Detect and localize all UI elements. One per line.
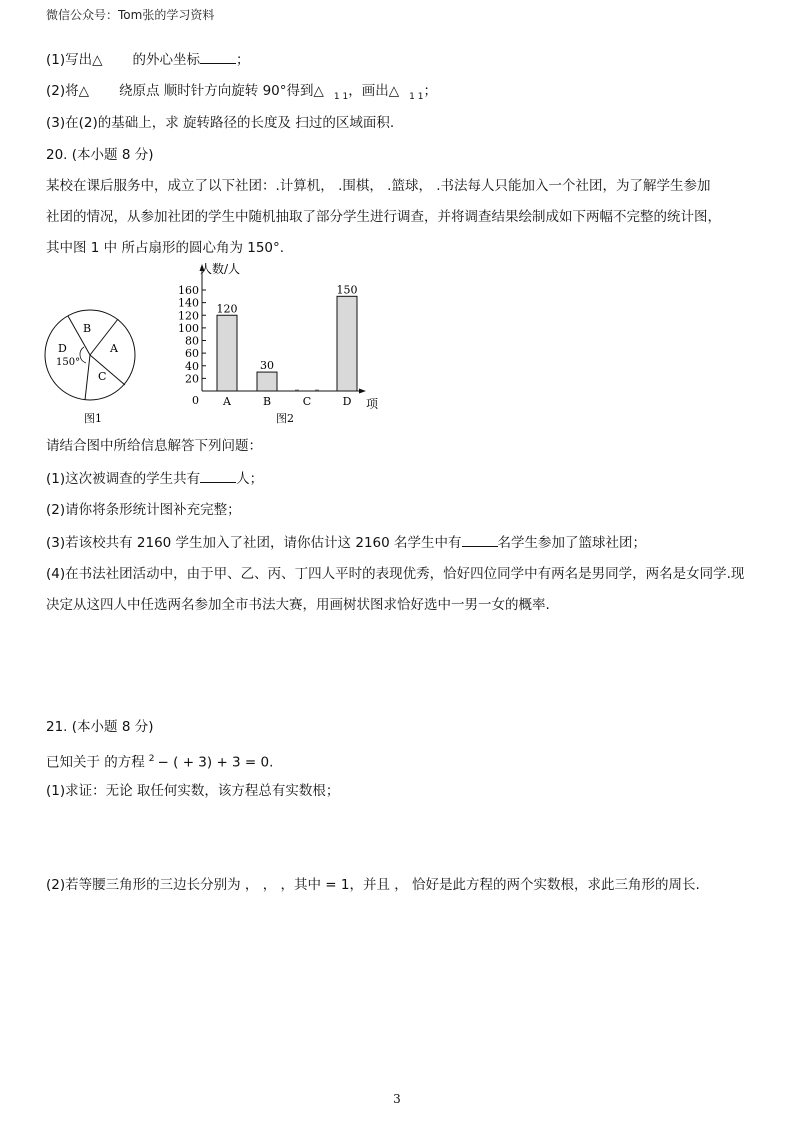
- q20-prompt: 请结合图中所给信息解答下列问题：: [46, 438, 262, 454]
- data-label-A: 120: [216, 302, 238, 316]
- q20-intro-line3: 其中图 1 中 所占扇形的圆心角为 150°.: [46, 240, 285, 256]
- x-tick-label-B: B: [262, 395, 272, 408]
- q21-part1: (1)求证：无论 取任何实数，该方程总有实数根；: [46, 783, 340, 799]
- page-header: 微信公众号：Tom张的学习资料: [46, 8, 215, 22]
- x-axis-label: 项: [366, 397, 379, 411]
- q20-sub1: (1)这次被调查的学生共有 人；: [46, 471, 264, 487]
- q21-equation: 已知关于 的方程 $^2$ − ( + 3) + 3 = 0.: [46, 754, 274, 771]
- y-tick-label: 160: [178, 284, 199, 297]
- x-tick-labels: [222, 395, 352, 408]
- pie-divider-dc: [85, 355, 90, 400]
- q20-sub3: (3)若该校共有 2160 学生加入了社团，请你估计这 2160 名学生中有 名学生参加了篮球社团；: [46, 535, 647, 551]
- pie-label-b: B: [83, 322, 92, 335]
- pie-label-c: C: [98, 370, 107, 383]
- q19-part1: (1)写出△ 的外心坐标 ；: [46, 52, 250, 68]
- y-tick-label: 60: [185, 347, 199, 361]
- x-tick-label-A: A: [223, 395, 231, 408]
- answer-blank: [200, 50, 236, 64]
- answer-blank: [462, 533, 498, 547]
- figure2-caption: 图2: [276, 412, 294, 425]
- figure1-caption: 图1: [84, 412, 102, 425]
- q20-intro-line1: 某校在课后服务中，成立了以下社团：.计算机， .围棋， .篮球， .书法每人只能加入一个社团，为了解学生参加: [46, 178, 711, 194]
- answer-blank: [200, 469, 236, 483]
- y-tick-label: 120: [178, 309, 199, 323]
- q19-part3: (3)在(2)的基础上，求 旋转路径的长度及 扫过的区域面积.: [46, 115, 395, 131]
- q20-sub2: (2)请你将条形统计图补充完整；: [46, 502, 241, 518]
- y-tick-label: 100: [178, 321, 199, 335]
- x-tick-label-D: D: [342, 395, 352, 408]
- q20-sub4-line1: (4)在书法社团活动中，由于甲、乙、丙、丁四人平时的表现优秀，恰好四位同学中有两名是男同学，两名是女同学.现: [46, 566, 745, 582]
- y-tick-label: 40: [185, 359, 199, 373]
- y-axis-label: 人数/人: [200, 262, 241, 276]
- q20-title: 20. (本小题 8 分): [46, 147, 154, 163]
- origin-label: 0: [192, 394, 199, 407]
- q21-part2: (2)若等腰三角形的三边长分别为 ， ， ，其中 = 1，并且 ， 恰好是此方程的两个实数根，求此三角形的周长.: [46, 877, 700, 893]
- y-tick-label: 20: [185, 372, 199, 386]
- angle-arc: [80, 347, 86, 363]
- x-axis-arrow: [359, 389, 366, 394]
- q20-intro-line2: 社团的情况，从参加社团的学生中随机抽取了部分学生进行调查，并将调查结果绘制成如下两幅不完整的统计图，: [46, 209, 721, 225]
- q21-title: 21. (本小题 8 分): [46, 719, 154, 735]
- q19-part2: (2)将△ 绕原点 顺时针方向旋转 90°得到△ $_{1 1}$，画出△ $_{1 1}$；: [46, 83, 437, 102]
- y-tick-label: 140: [178, 296, 199, 310]
- page-number: 3: [393, 1092, 401, 1106]
- pie-chart-figure1: [38, 300, 148, 430]
- data-label-B: 30: [260, 359, 274, 373]
- q20-sub4-line2: 决定从这四人中任选两名参加全市书法大赛，用画树状图求恰好选中一男一女的概率.: [46, 597, 550, 613]
- bar-B: [257, 372, 277, 391]
- y-tick-label: 80: [185, 334, 199, 348]
- pie-label-a: A: [110, 342, 118, 355]
- pie-angle-label: 150°: [56, 357, 81, 368]
- pie-label-d: D: [58, 342, 67, 355]
- data-label-D: 150: [336, 283, 358, 297]
- bars: [217, 283, 358, 391]
- pie-divider-ca: [90, 355, 125, 385]
- bar-chart-figure2: [170, 256, 390, 428]
- bar-A: [217, 315, 237, 391]
- bar-D: [337, 296, 357, 391]
- x-tick-label-C: C: [302, 395, 312, 408]
